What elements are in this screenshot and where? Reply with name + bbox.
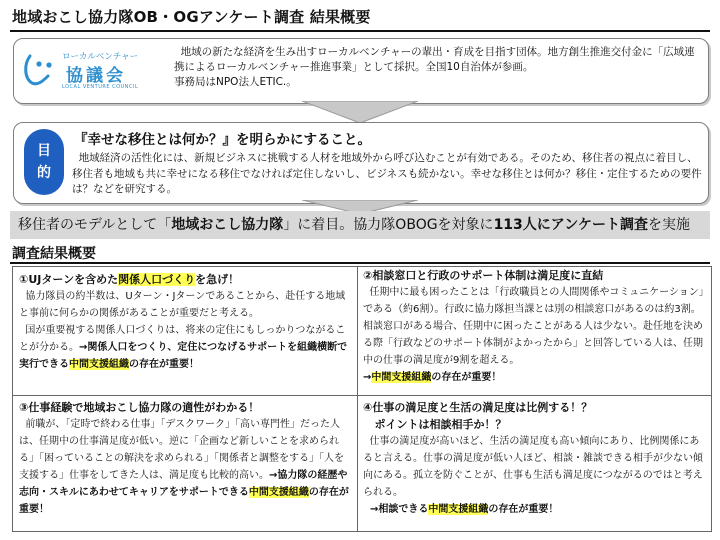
logo-swoosh-icon — [22, 50, 58, 90]
banner-target: 地域おこし協力隊 — [171, 217, 284, 233]
section-title: 調査結果概要 — [12, 246, 96, 262]
council-logo — [22, 46, 162, 96]
grid-vertical-divider — [357, 267, 358, 531]
survey-banner — [10, 211, 710, 239]
finding-4-text-1: 仕事の満足度が高いほど、生活の満足度も高い傾向にあり、比例関係にあると言える。仕事の満足度が低い人ほど、相談・雑談できる相手が少ない傾向にある。孤立を防ぐことが、仕事も生活も満足度につながるのではと考えられる。 — [363, 436, 703, 498]
grid-horizontal-divider-right — [357, 395, 711, 396]
finding-3-text-1: 前職が、「定時で終わる仕事」「デスクワーク」「高い専門性」だった人は、任期中の仕事満足度が低い。逆に「企画など新しいことを求められる」「困っていることの解決を求められる」「関係者と調整をする」「人を支援する」仕事をしてきた人は、満足度も比較的高い。→協力隊の経歴や志向・スキルにあわせてキャリアをサポートできる中間支援組織の存在が重要！ — [19, 419, 349, 515]
finding-1-text-2: 国が重要視する関係人口づくりは、将来の定住にもしっかりつながることが分かる。→関係人口をつくり、定住につなげるサポートを組織横断で実行できる中間支援組織の存在が重要！ — [19, 325, 348, 370]
purpose-badge — [24, 129, 64, 195]
finding-3-heading: ③仕事経験で地域おこし協力隊の適性がわかる！ — [19, 401, 260, 414]
finding-4-heading-2: ポイントは相談相手か！？ — [374, 418, 507, 431]
logo-sub-text: LOCAL VENTURE COUNCIL — [62, 84, 139, 90]
banner-pre: 移住者のモデルとして「 — [18, 217, 172, 233]
finding-4-heading: ④仕事の満足度と生活の満足度は比例する！？ — [363, 401, 593, 414]
findings-grid — [12, 266, 712, 532]
down-arrow-icon — [302, 101, 418, 123]
section-divider — [10, 262, 710, 264]
finding-4 — [363, 399, 705, 518]
purpose-badge-char-1: 目 — [37, 143, 51, 159]
finding-4-text-2: →相談できる中間支援組織の存在が重要！ — [369, 504, 559, 515]
purpose-body: 地域経済の活性化には、新規ビジネスに挑戦する人材を地域外から呼び込むことが有効である。そのため、移住者の視点に着目し、移住者も地域も共に幸せになる移住でなければ定住しないし、ビジネスも続かない。幸せな移住とは何か？移住・定住するための要件は？などを研究する。 — [72, 152, 702, 195]
finding-2-heading: ②相談窓口と行政のサポート体制は満足度に直結 — [363, 269, 604, 282]
title-divider — [10, 30, 710, 32]
banner-post: を実施 — [647, 217, 690, 233]
purpose-box — [13, 122, 709, 204]
organization-intro-box — [13, 38, 709, 104]
finding-2-text-2: →中間支援組織の存在が重要！ — [363, 372, 502, 383]
purpose-badge-char-2: 的 — [37, 165, 51, 181]
purpose-heading: 『幸せな移住とは何か？』を明らかにすること。 — [74, 132, 371, 148]
finding-1 — [19, 271, 351, 373]
finding-2-text-1: 任期中に最も困ったことは「行政職員との人間関係やコミュニケーション」である（約6割）。行政に協力隊担当課とは別の相談窓口があるのは約3割。相談窓口がある場合、任期中に困ったことがある人は少ない。赴任地を決める際「行政などのサポート体制がよかったから」と回答している人は、任期中の仕事の満足度が9割を超える。 — [363, 287, 704, 366]
finding-2 — [363, 267, 705, 386]
banner-survey-count: 113人にアンケート調査 — [493, 217, 648, 233]
intro-line-1: 地域の新たな経済を生み出すローカルベンチャーの輩出・育成を目指す団体。地方創生推進交付金に「広域連携によるローカルベンチャー推進事業」として採択。全国10自治体が参画。 — [174, 46, 695, 73]
grid-horizontal-divider-left — [13, 395, 357, 396]
intro-line-2: 事務局はNPO法人ETIC.。 — [174, 76, 297, 88]
finding-1-text-1: 協力隊員の約半数は、Uターン・Jターンであることから、赴任する地域と事前に何らかの関係があることが重要だと考える。 — [19, 291, 346, 319]
banner-mid: 」に着目。協力隊OBOGを対象に — [283, 217, 494, 233]
page-title: 地域おこし協力隊OB・OGアンケート調査 結果概要 — [12, 8, 371, 26]
finding-3 — [19, 399, 351, 518]
logo-main-text: 協議会 — [66, 66, 126, 86]
intro-text — [174, 45, 699, 90]
finding-1-heading: ①UJターンを含めた関係人口づくりを急げ！ — [19, 273, 240, 286]
logo-top-text: ローカルベンチャー — [62, 52, 139, 62]
